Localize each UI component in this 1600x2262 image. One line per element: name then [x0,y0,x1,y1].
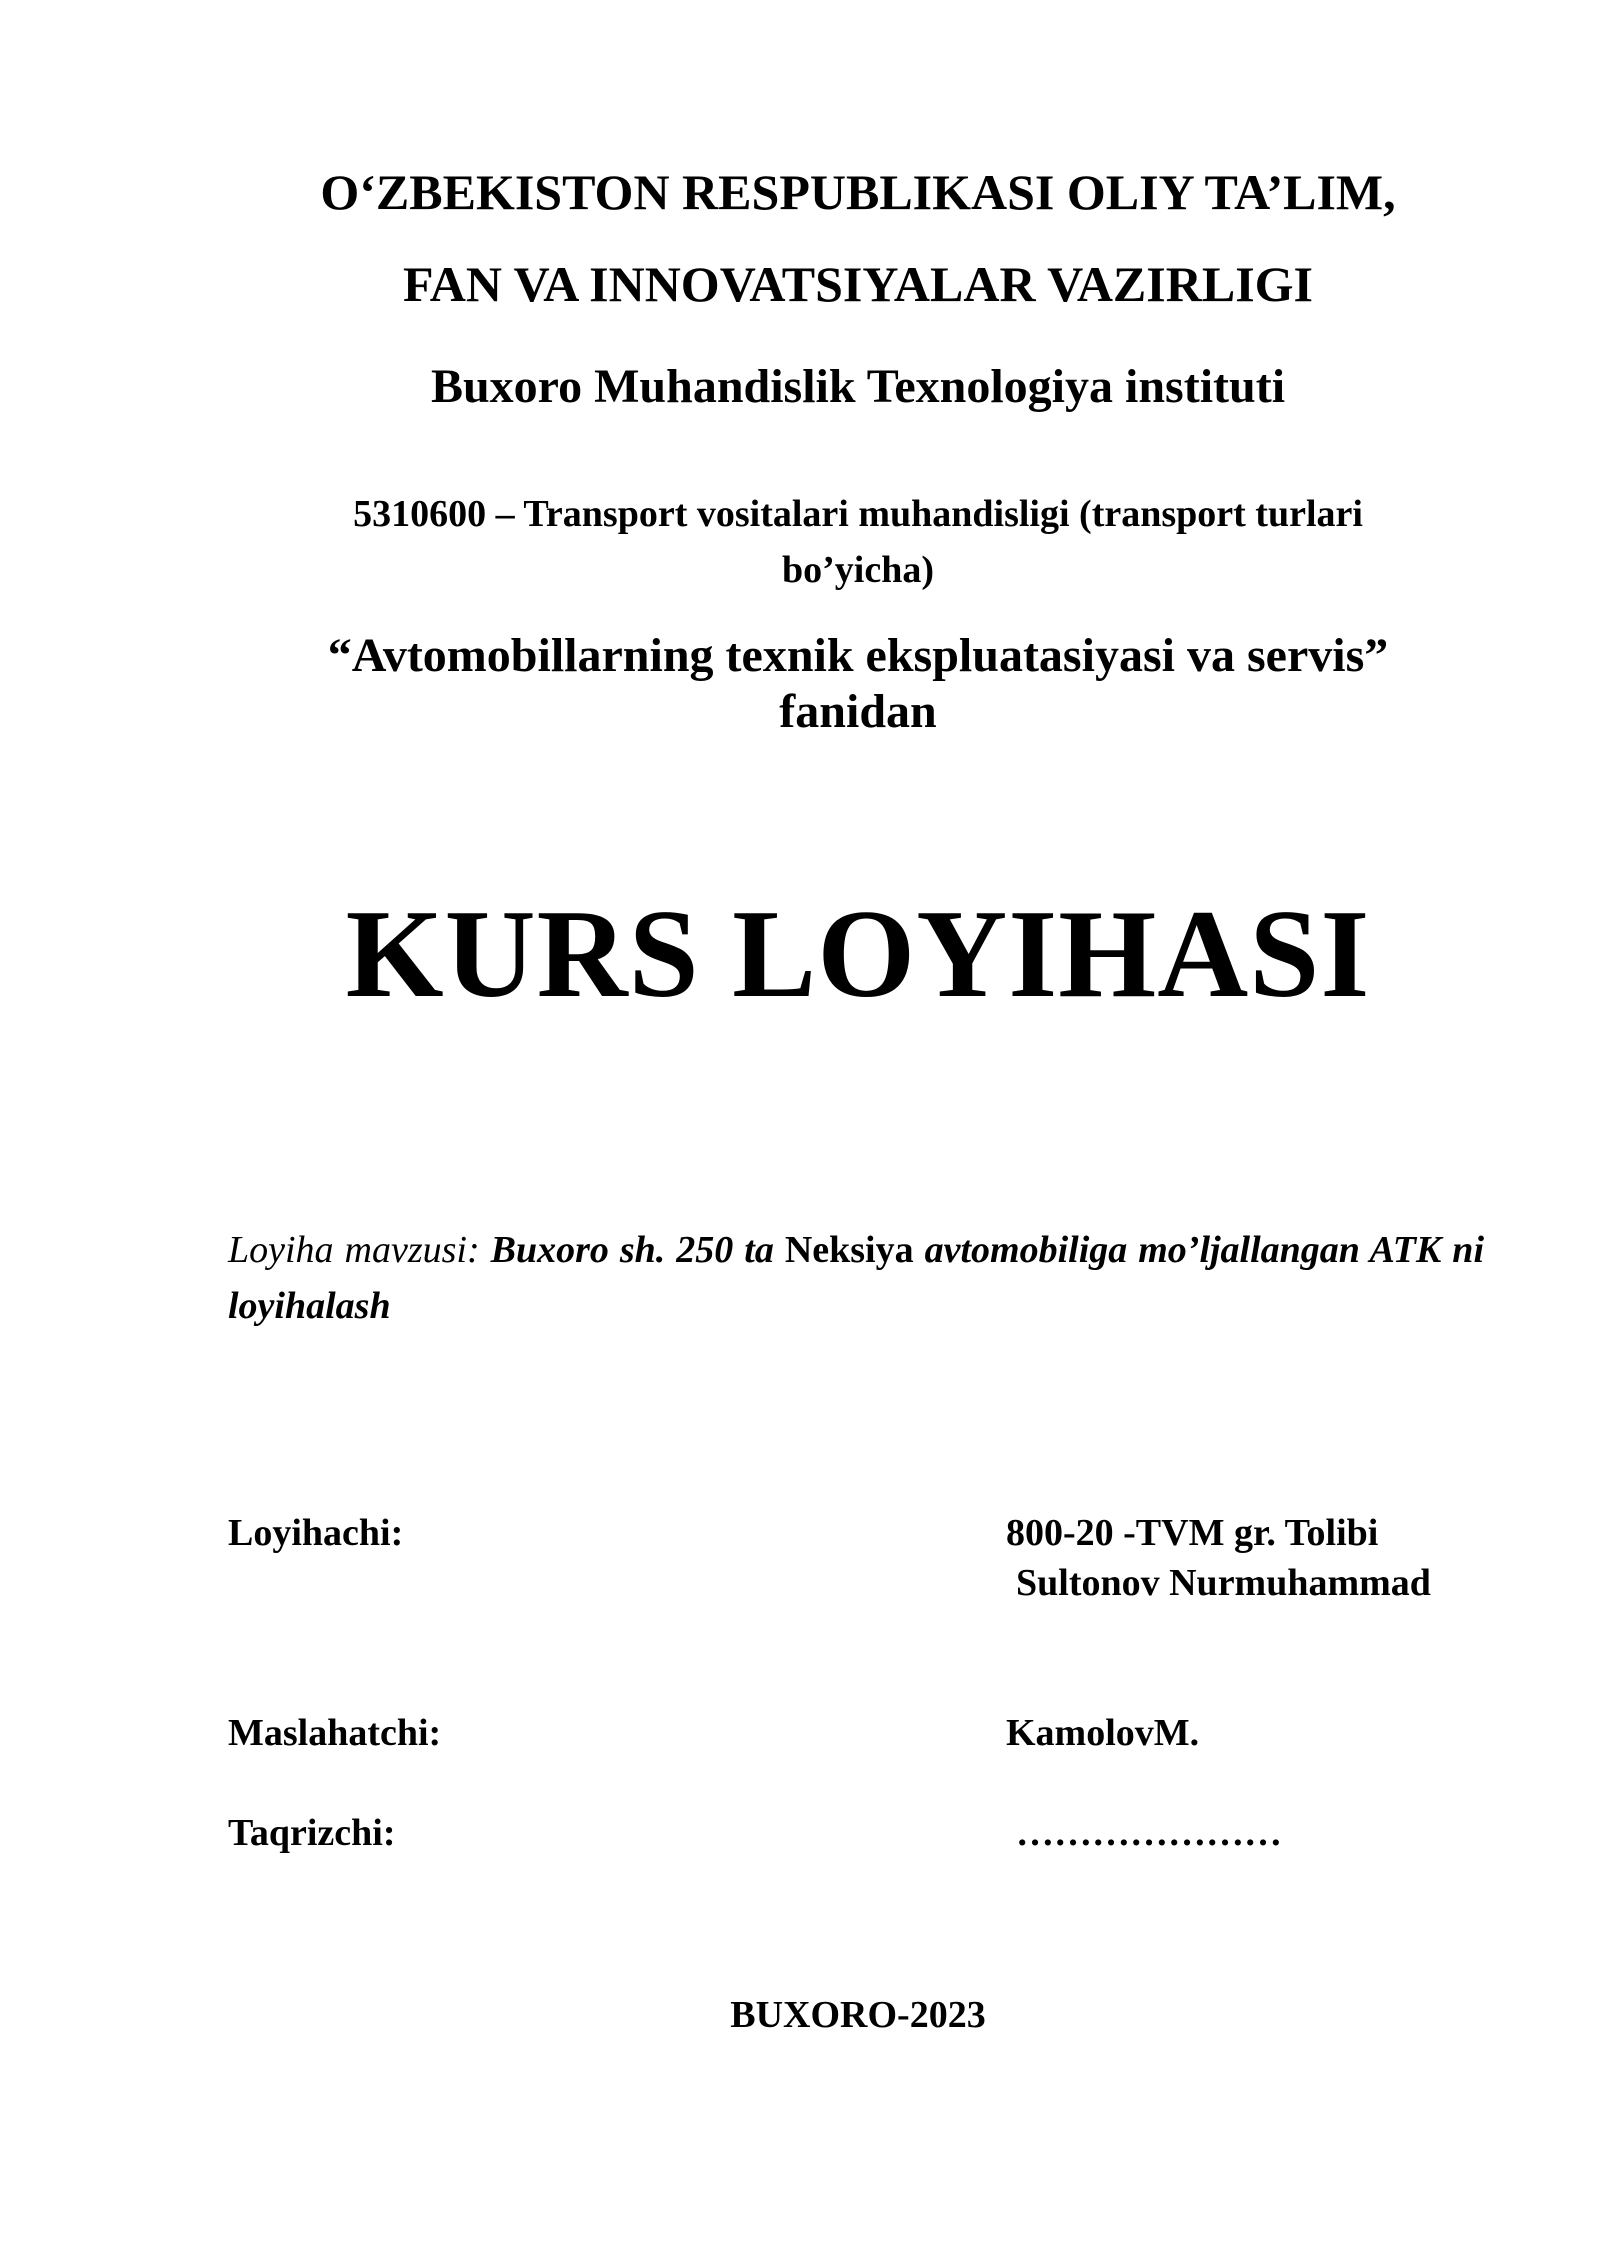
designer-label: Loyihachi: [228,1512,404,1554]
reviewer-label: Taqrizchi: [228,1812,396,1854]
subject-line-2: fanidan [779,685,937,738]
project-topic [228,1222,1484,1334]
subject-line-1: “Avtomobillarning texnik ekspluatasiyasi va servis” [327,629,1389,682]
advisor-value: KamolovM. [1006,1712,1200,1754]
topic-part-3: avtomobiliga [924,1229,1128,1271]
ministry-header [228,146,1488,330]
city-year: BUXORO-2023 [730,1994,986,2036]
topic-part-4: mo’ljallangan ATK ni loyihalash [228,1229,1484,1327]
specialty [228,486,1488,598]
designer-value [1006,1508,1431,1608]
specialty-line-1: 5310600 – Transport vositalari muhandisligi (transport turlari [353,493,1363,535]
reviewer-value: ………………… [1016,1812,1282,1854]
topic-part-2: Neksiya [784,1229,914,1271]
advisor-label: Maslahatchi: [228,1712,442,1754]
specialty-line-2: bo’yicha) [782,549,934,591]
ministry-line-1: O‘ZBEKISTON RESPUBLIKASI OLIY TA’LIM, [320,164,1396,220]
document-title: KURS LOYIHASI [345,885,1371,1024]
subject [228,628,1488,740]
topic-part-1: Buxoro sh. 250 ta [490,1229,774,1271]
designer-name: Sultonov Nurmuhammad [1016,1562,1431,1604]
designer-group: 800-20 -TVM gr. Tolibi [1006,1512,1379,1554]
ministry-line-2: FAN VA INNOVATSIYALAR VAZIRLIGI [402,256,1314,312]
topic-label: Loyiha mavzusi: [228,1229,480,1271]
institute-name: Buxoro Muhandislik Texnologiya instituti [430,360,1286,413]
